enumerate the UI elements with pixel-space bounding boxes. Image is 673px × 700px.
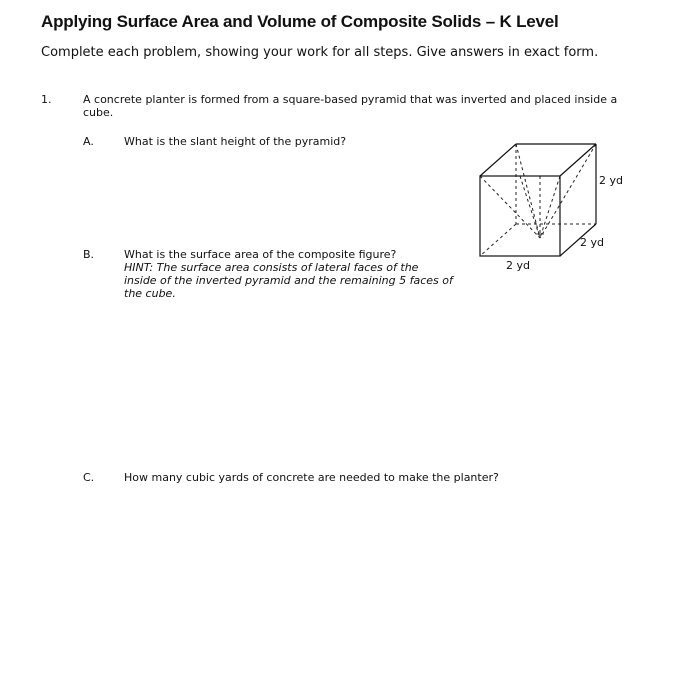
part-a-letter: A.	[83, 135, 94, 148]
part-b-hint: HINT: The surface area consists of lateral faces of the inside of the inverted pyramid and the remaining 5 faces of the cube.	[124, 261, 453, 300]
depth-label: 2 yd	[580, 236, 604, 249]
height-label: 2 yd	[599, 174, 623, 187]
cube-hidden-edge	[480, 224, 516, 256]
part-b-question: What is the surface area of the composite figure?	[124, 248, 397, 261]
pyramid-edge	[540, 176, 560, 238]
part-c-question: How many cubic yards of concrete are needed to make the planter?	[124, 471, 499, 484]
instructions: Complete each problem, showing your work for all steps. Give answers in exact form.	[41, 45, 599, 60]
worksheet-title: Applying Surface Area and Volume of Composite Solids – K Level	[41, 12, 559, 31]
cube-pyramid-figure	[470, 138, 640, 282]
cube-pyramid-diagram	[470, 138, 640, 278]
part-a-question: What is the slant height of the pyramid?	[124, 135, 347, 148]
cube-edge	[560, 144, 596, 176]
part-c-letter: C.	[83, 471, 95, 484]
width-label: 2 yd	[506, 259, 530, 272]
cube-edge	[480, 144, 516, 176]
problem-statement: A concrete planter is formed from a square-based pyramid that was inverted and placed inside a cube.	[83, 93, 618, 119]
part-b-block	[124, 248, 454, 300]
pyramid-slant-height	[520, 176, 540, 238]
problem-number: 1.	[41, 93, 52, 106]
part-b-letter: B.	[83, 248, 95, 261]
cube-front-face	[480, 176, 560, 256]
